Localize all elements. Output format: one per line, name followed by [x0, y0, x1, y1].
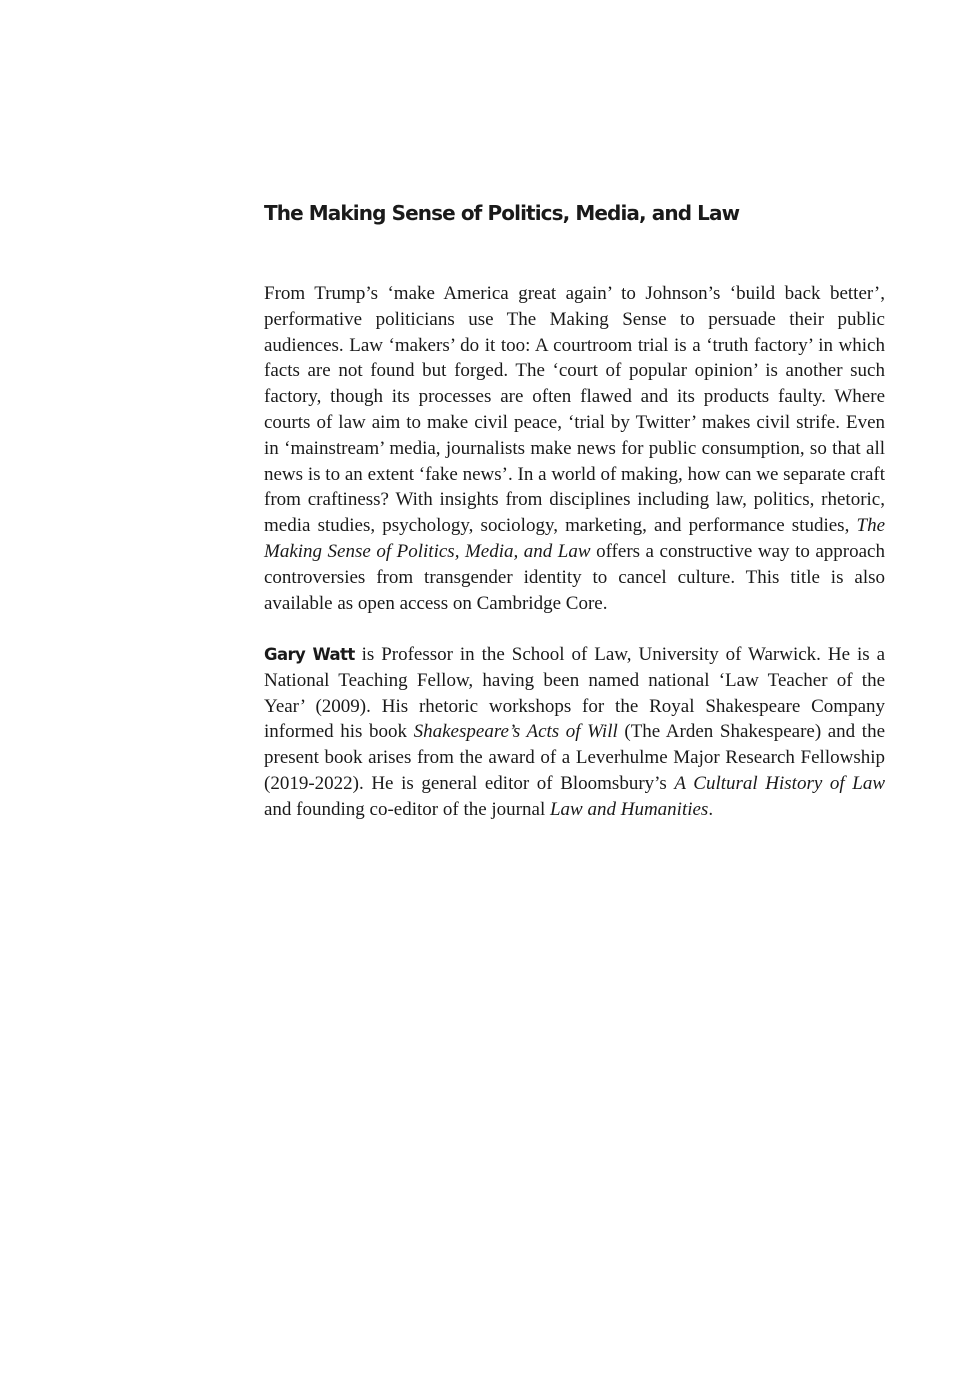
blurb-book-title: The Making Sense of Politics, Media, and Law — [264, 515, 885, 562]
bio-text-part2: (The Arden Shakespeare) and the present book arises from the award of a Leverhulme Major Research Fellowship (2019-2022). He is general editor of Bloomsbury’s — [264, 721, 885, 794]
bio-book-title-1: Shakespeare’s Acts of Will — [413, 721, 618, 743]
book-blurb — [264, 281, 885, 616]
bio-journal-title: Law and Humanities — [549, 798, 709, 820]
author-bio — [264, 642, 885, 823]
bio-book-title-2: A Cultural History of Law — [674, 772, 885, 794]
bio-text-part1: is Professor in the School of Law, University of Warwick. He is a National Teaching Fellow, having been named national ‘Law Teacher of the Year’ (2009). His rhetoric workshops for the Royal Shakespeare Company informed his book — [264, 644, 885, 743]
blurb-text-part1: From Trump’s ‘make America great again’ to Johnson’s ‘build back better’, performative politicians use The Making Sense to persuade their public audiences. Law ‘makers’ do it too: A courtroom trial is a ‘truth factory’ in which facts are not found but forged. The ‘court of popular opinion’ is another such factory, though its processes are often flawed and its products faulty. Where courts of law aim to make civil peace, ‘trial by Twitter’ makes civil strife. Even in ‘mainstream’ media, journalists make news for public consumption, so that all news is to an extent ‘fake news’. In a world of making, how can we separate craft from craftiness? With insights from disciplines including law, politics, rhetoric, media studies, psychology, sociology, marketing, and performance studies, — [264, 283, 885, 537]
author-name: Gary Watt — [264, 645, 355, 664]
bio-text-part3: and founding co-editor of the journal — [264, 798, 550, 820]
series-title: The Making Sense of Politics, Media, and Law — [264, 201, 740, 225]
bio-text-end: . — [708, 798, 714, 820]
blurb-text-part2: offers a constructive way to approach controversies from transgender identity to cancel culture. This title is also available as open access on Cambridge Core. — [264, 540, 885, 614]
